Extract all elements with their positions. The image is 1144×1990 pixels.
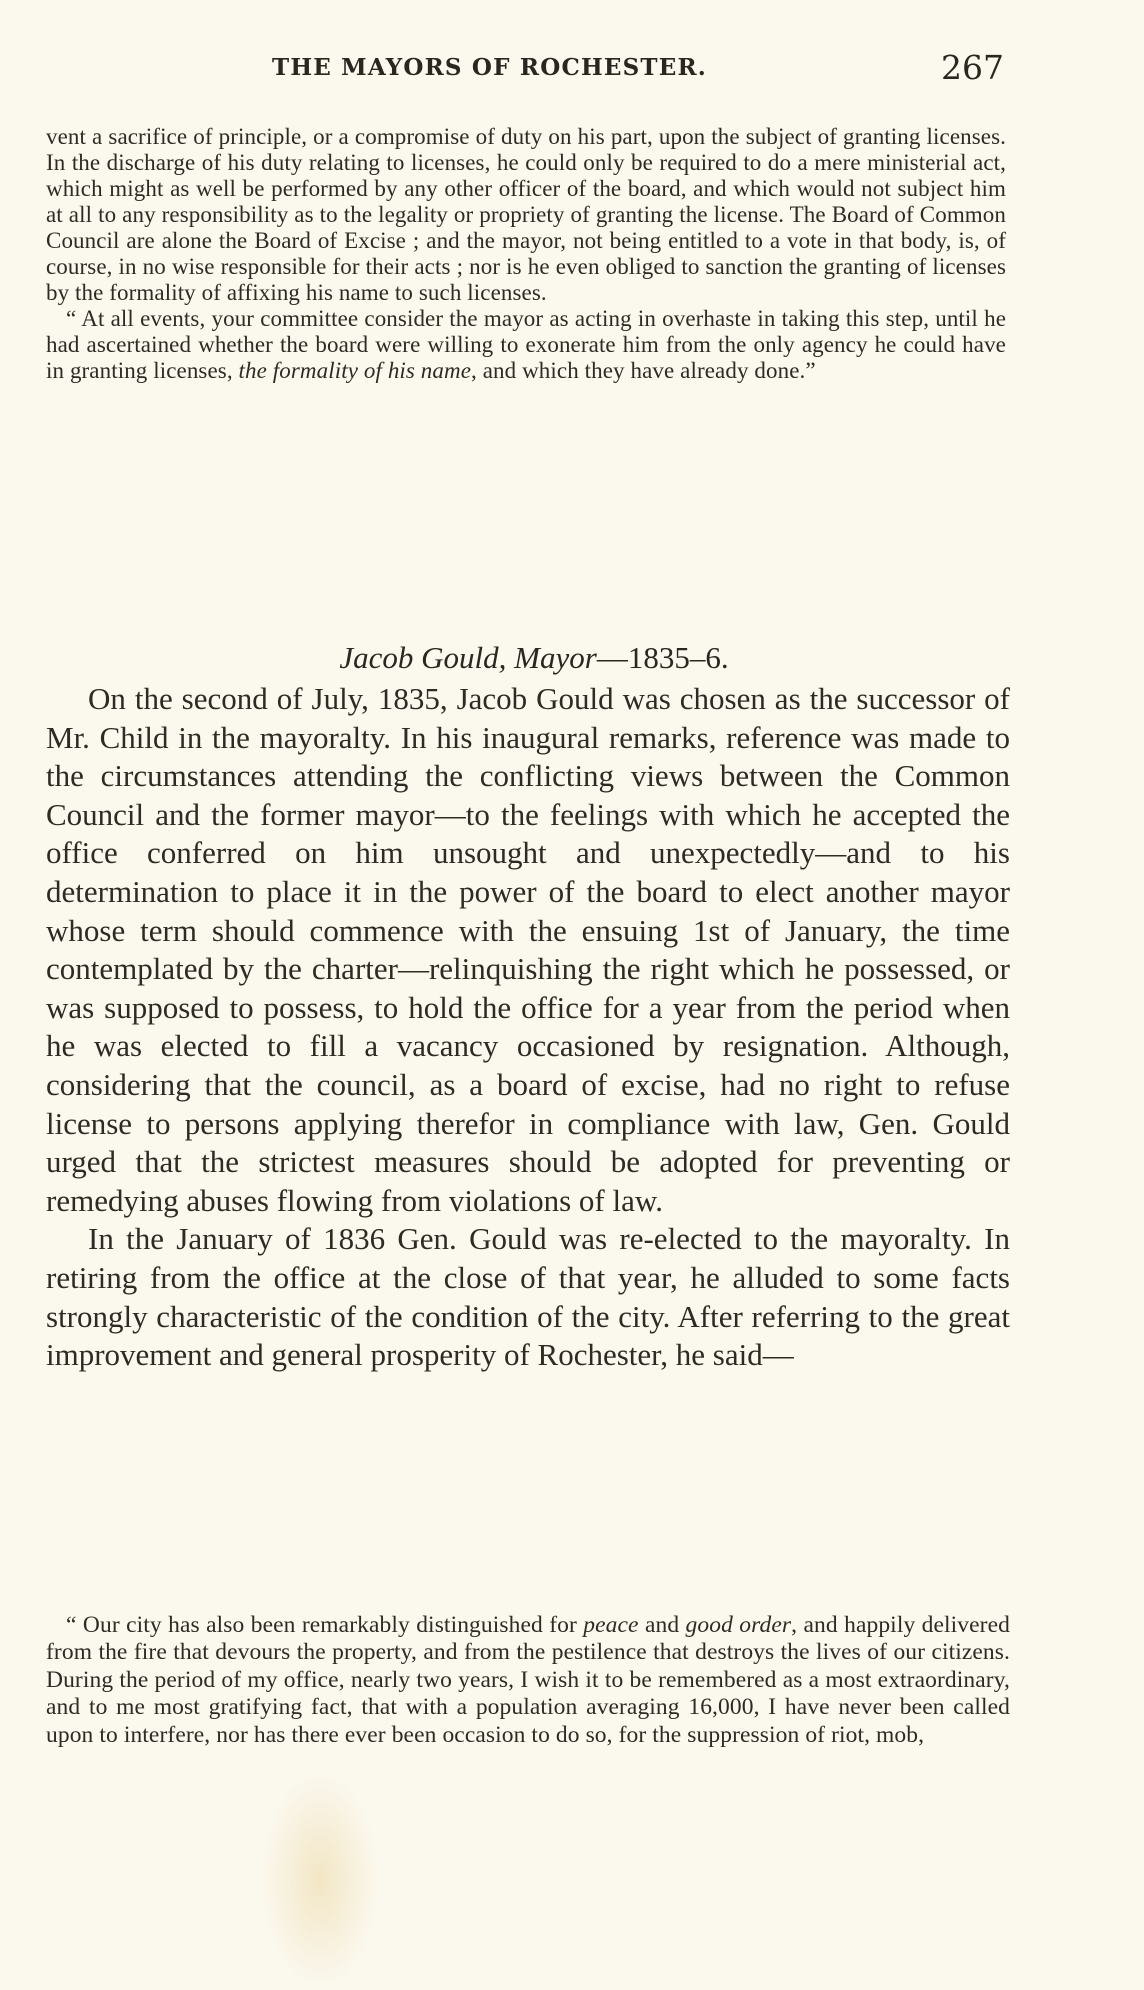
closing-quotation	[46, 1612, 1010, 1749]
heading-years: —1835–6.	[596, 640, 729, 675]
quote-paragraph	[46, 306, 1006, 384]
paper-stain	[260, 1770, 380, 1990]
quote-emphasis: the formality of his name	[238, 358, 472, 383]
quote-emphasis: peace	[583, 1612, 639, 1638]
page-number: 267	[941, 48, 1004, 87]
heading-mayor-name: Jacob Gould, Mayor	[339, 640, 597, 675]
quote-emphasis: good order	[685, 1612, 792, 1638]
section-heading	[46, 640, 1022, 676]
main-body-text	[46, 680, 1010, 1375]
body-paragraph: On the second of July, 1835, Jacob Gould was chosen as the successor of Mr. Child in the mayoralty. In his inaugural remarks, reference was made to the circumstances attending the conflicting views between the Common Council and the former mayor—to the feelings with which he accepted the office conferred on him unsought and unexpectedly—and to his determination to place it in the power of the board to elect another mayor whose term should commence with the ensuing 1st of January, the time contemplated by the charter—relinquishing the right which he possessed, or was supposed to possess, to hold the office for a year from the period when he was elected to fill a vacancy occasioned by resignation. Although, considering that the council, as a board of excise, had no right to refuse license to persons applying therefor in compliance with law, Gen. Gould urged that the strictest measures should be adopted for preventing or remedying abuses flowing from violations of law.	[46, 681, 1010, 1218]
quote-text: , and happily delivered from the fire that devours the property, and from the pestilence that destroys the lives of our citizens. During the period of my office, nearly two years, I wish it to be remembered as a most extraordinary, and to me most gratifying fact, that with a population averaging 16,000, I have never been called upon to interfere, nor has there ever been occasion to do so, for the suppression of riot, mob,	[46, 1612, 1010, 1748]
running-title: THE MAYORS OF ROCHESTER.	[272, 54, 707, 81]
running-header	[46, 50, 1022, 90]
quote-text: “ At all events, your committee consider the mayor as acting in overhaste in taking this step, until he had ascertained whether the board were willing to exonerate him from the only agency he could have in granting licenses,	[46, 306, 1006, 383]
quote-paragraph: vent a sacrifice of principle, or a compromise of duty on his part, upon the subject of granting licenses. In the discharge of his duty relating to licenses, he could only be required to do a mere ministerial act, which might as well be performed by any other officer of the board, and which would not subject him at all to any responsibility as to the legality or propriety of granting the license. The Board of Common Council are alone the Board of Excise ; and the mayor, not being entitled to a vote in that body, is, of course, in no wise responsible for their acts ; nor is he even obliged to sanction the granting of licenses by the formality of affixing his name to such licenses.	[46, 124, 1006, 305]
quote-paragraph	[46, 1612, 1010, 1749]
quote-text: and	[638, 1612, 686, 1638]
quote-text: “ Our city has also been remarkably distinguished for	[66, 1612, 584, 1638]
continued-quotation	[46, 124, 1006, 384]
quote-text: , and which they have already done.”	[471, 358, 816, 383]
body-paragraph: In the January of 1836 Gen. Gould was re-elected to the mayoralty. In retiring from the office at the close of that year, he alluded to some facts strongly characteristic of the condition of the city. After referring to the great improvement and general prosperity of Rochester, he said—	[46, 1221, 1010, 1373]
